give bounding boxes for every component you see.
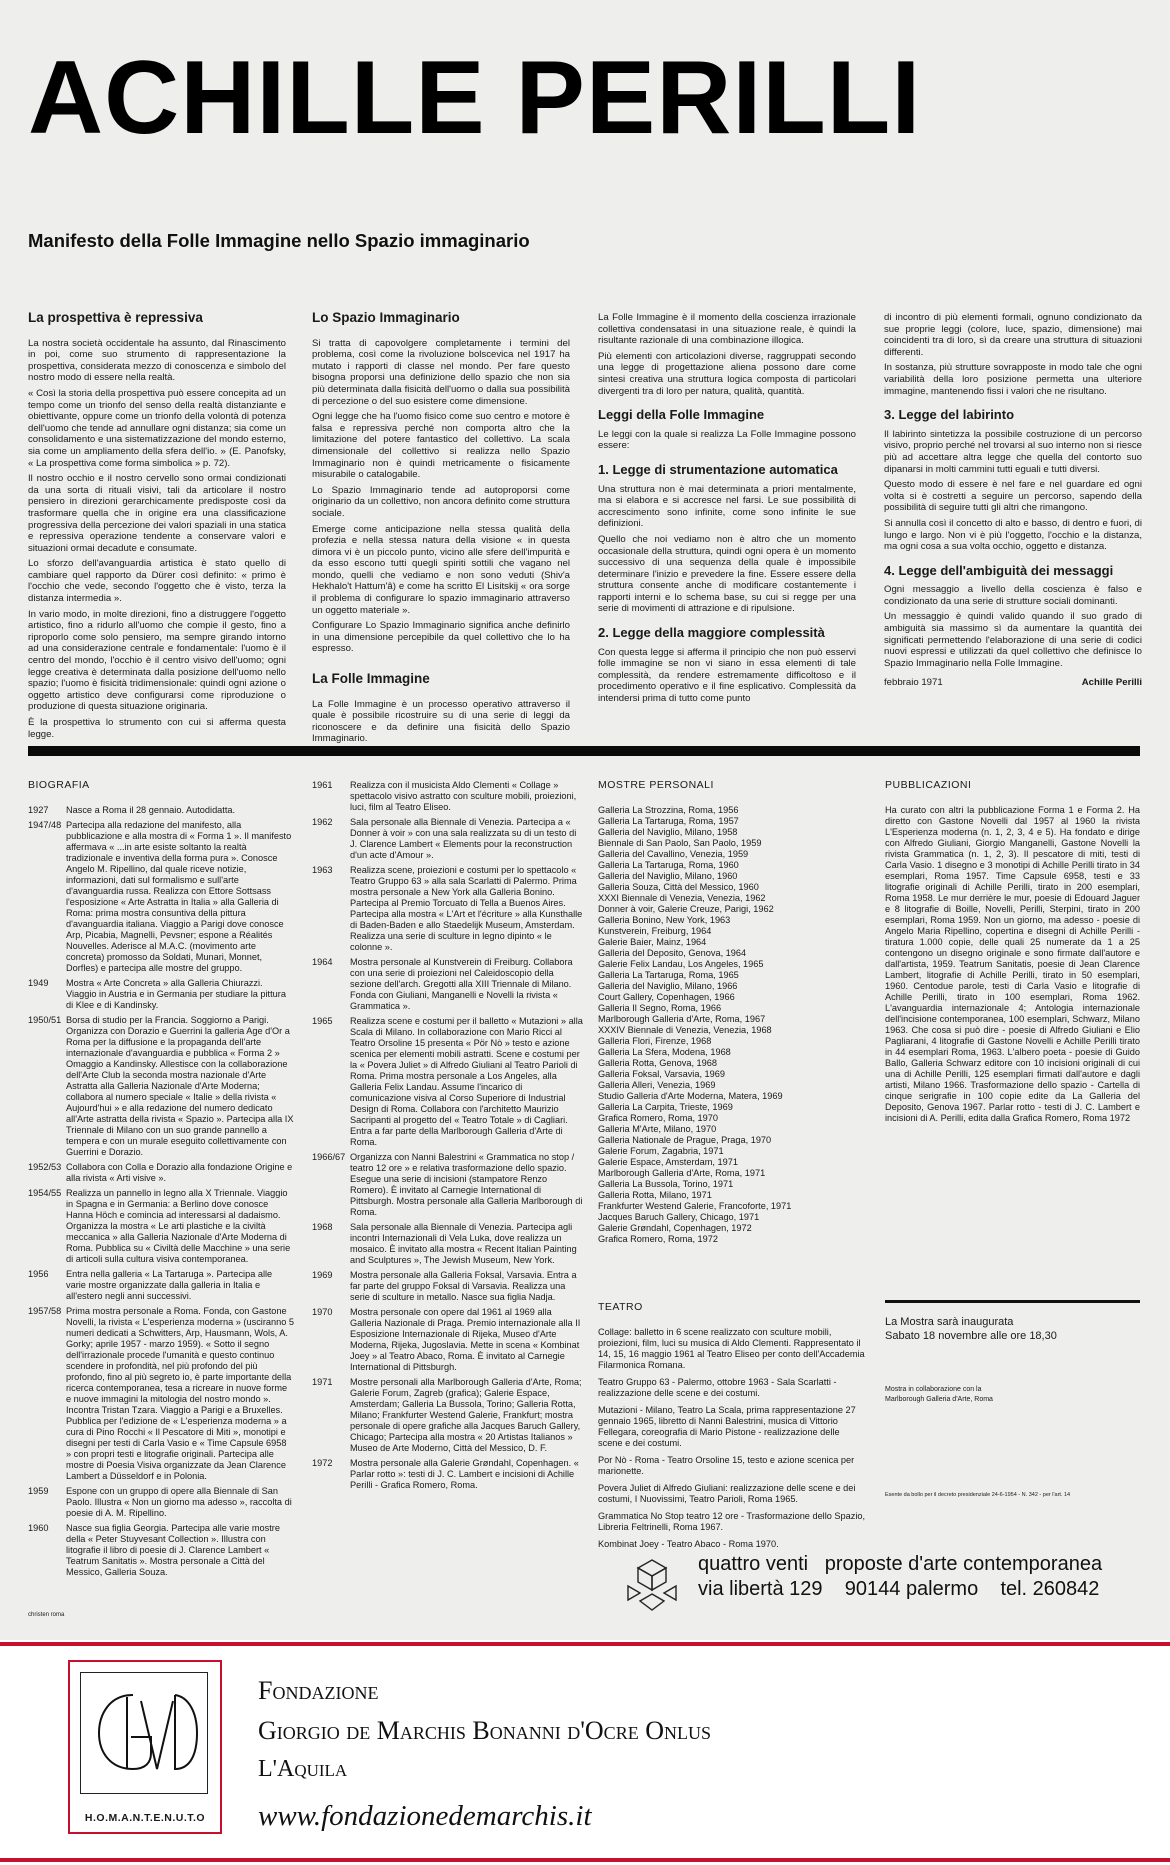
list-item: Marlborough Galleria d'Arte, Roma, 1971 (598, 1168, 766, 1178)
list-item: Galleria Rotta, Milano, 1971 (598, 1190, 712, 1200)
list-item: Galleria La Sfera, Modena, 1968 (598, 1047, 731, 1057)
list-item: Galleria del Naviglio, Milano, 1960 (598, 871, 738, 881)
section-heading: La prospettiva è repressiva (28, 310, 203, 325)
bio-entry: 1972 Mostra personale alla Galerie Grøndahl, Copenhagen. « Parlar rotto »: testi di J. C. Lambert e incisioni di Achille Perilli - Grafica Romero, Roma. (312, 1458, 579, 1490)
law-heading: 1. Legge di strumentazione automatica (598, 461, 838, 477)
list-item: Grafica Romero, Roma, 1970 (598, 1113, 718, 1123)
organizer-tagline: proposte d'arte contemporanea (824, 1553, 1103, 1575)
list-item: Galleria La Carpita, Trieste, 1969 (598, 1102, 733, 1112)
manifesto-column-4 (884, 312, 1142, 689)
divider-bar (28, 746, 1140, 756)
logo-caption: H.O.M.A.N.T.E.N.U.T.O (84, 1812, 206, 1824)
list-item: Galleria La Strozzina, Roma, 1956 (598, 805, 739, 815)
printer-credit: christen roma (28, 1612, 65, 1618)
paragraph: Ogni legge che ha l'uomo fisico come suo centro e motore è falsa e repressiva perché non comporta altro che la limitazione del potere fantastico del collettivo. La scala dimensionale del collettivo si realizza nello Spazio Immaginario non è quindi metricamente o fisicamente misurabile o catalogabile. (312, 411, 570, 481)
paragraph: Configurare Lo Spazio Immaginario significa anche definirlo in una dimensione percepibile da quel collettivo che lo ha espresso. (312, 620, 570, 655)
list-item: Por Nò - Roma - Teatro Orsoline 15, testo e azione scenica per marionette. (598, 1455, 855, 1476)
poster-title: ACHILLE PERILLI (28, 40, 922, 156)
section-heading: Leggi della Folle Immagine (598, 407, 765, 423)
bio-entry: 1963 Realizza scene, proiezioni e costumi per lo spettacolo « Teatro Gruppo 63 » alla sala Scarlatti di Palermo. Prima mostra personale a New York alla Galleria Bonino. Partecipa al Premio Torcuato di Tella a Buenos Aires. Partecipa alla mostra « L'Art et l'écriture » alla Kunsthalle di Baden-Baden e allo Staedelijk Museum, Amsterdam. Realizza una serie di sculture in legno dipinto « le colonne ». (312, 865, 583, 952)
bio-entry: 1956 Entra nella galleria « La Tartaruga ». Partecipa alle varie mostre organizzate dalla galleria in Italia e all'estero negli anni successivi. (28, 1269, 273, 1301)
list-item: Galerie Forum, Zagabria, 1971 (598, 1146, 724, 1156)
paragraph: La nostra società occidentale ha assunto, dal Rinascimento in poi, come suo strumento di rappresentazione la prospettiva, considerata mezzo di conoscenza e simbolo del nostro modo di essere nella realtà. (28, 337, 286, 384)
manifesto-column-3 (598, 312, 856, 709)
list-item: Court Gallery, Copenhagen, 1966 (598, 992, 735, 1002)
list-item: Galleria Rotta, Genova, 1968 (598, 1058, 717, 1068)
list-item: Galleria Il Segno, Roma, 1966 (598, 1003, 722, 1013)
fondazione-logo (68, 1660, 222, 1834)
list-item: Galleria La Tartaruga, Roma, 1957 (598, 816, 739, 826)
list-item: Galleria La Bussola, Torino, 1971 (598, 1179, 734, 1189)
list-item: Galleria Bonino, New York, 1963 (598, 915, 731, 925)
paragraph: Lo Spazio Immaginario tende ad autoproporsi come originario da un collettivo, non ancora definito come struttura sociale. (312, 484, 570, 519)
list-item: Galleria Foksal, Varsavia, 1969 (598, 1069, 725, 1079)
quattro-venti-logo-icon (622, 1556, 682, 1614)
organizer-line-1 (698, 1553, 1102, 1576)
manifesto-date: febbraio 1971 (884, 677, 943, 689)
bio-entry: 1957/58 Prima mostra personale a Roma. Fonda, con Gastone Novelli, la rivista « L'esperienza moderna » (usciranno 5 numeri dedicati a Schwitters, Arp, Hausmann, Wols, A. Gorky; aprile 1957 - marzo 1959). « Sotto il segno dell'irrazionale procede l'umanità e questo continuo scendere in profondità, nel più profondo del più profondo, fino al più segreto io, è parte importante della ricerca contemporanea, tesa a ricreare in nuove forme e nuove immagini la mitologia del nostro mondo ». Incontra Tristan Tzara. Viaggio a Parigi e a Bruxelles. Pubblica per l'edizione de « L'esperienza moderna » a cura di Pino Rocchi « Il Pescatore di Miti », monotipi e disegni per testi di Carla Vasio e « Time Capsule 6958 » con propri testi e litografie originali. Partecipa alle mostre di Poesia Visiva organizzate da Jean Clarence Lambert a Düsseldorf e in Polonia. (28, 1306, 294, 1481)
section-heading: PUBBLICAZIONI (885, 779, 972, 791)
paragraph: Quello che noi vediamo non è altro che un momento occasionale della struttura, quindi ogni opera è un momento successivo di una sequenza della quale è impossibile determinare l'inizio e prevedere la fine. Essere essere della struttura consente anche di modificare costantemente i rapporti interni e lo schema base, su cui si regge per una serie di movimenti di attrazione e di ripulsione. (598, 533, 856, 615)
paragraph: Il nostro occhio e il nostro cervello sono ormai condizionati da una sorta di rituali visivi, tali da articolare il nostro pensiero in direzioni gerarchicamente predisposte così da trasformare quella che in origine era una classificazione progressiva della percezione dei valori spaziali in una statica e repressiva operazione tendente a conservare valori e situazioni ormai decadute e consumate. (28, 473, 286, 554)
list-item: Kunstverein, Freiburg, 1964 (598, 926, 712, 936)
bio-entry: 1970 Mostra personale con opere dal 1961 al 1969 alla Galleria Nazionale di Praga. Premio internazionale alla II Esposizione Internazionale di Rijeka, Museo d'Arte Moderna, Rijeka, Jugoslavia. Mette in scena « Kombinat Joey » al Teatro Abaco, Roma. È invitato al Carnegie International di Pittsburgh. (312, 1307, 581, 1372)
opening-info (885, 1315, 1057, 1343)
paragraph: Si tratta di capovolgere completamente i termini del problema, così come la rivoluzione bolscevica nel 1917 ha mutato i rapporti di classe nel mondo. Per fare questo bisogna proporsi una definizione dello spazio che non sia più determinata dalla fisicità dell'uomo o dalla sua possibilità di percezione o del suo esistere come dimensione. (312, 337, 570, 407)
list-item: Galleria La Tartaruga, Roma, 1960 (598, 860, 739, 870)
opening-line: La Mostra sarà inaugurata (885, 1316, 1014, 1328)
list-item: Galerie Baier, Mainz, 1964 (598, 937, 707, 947)
footer-bottom-rule (0, 1858, 1170, 1862)
list-item: Galerie Grøndahl, Copenhagen, 1972 (598, 1223, 752, 1233)
organizer-line-2 (698, 1578, 1099, 1601)
paragraph: Emerge come anticipazione nella stessa qualità della profezia e nella stessa natura della visione « in questa dimora vi è un piccolo punto, vicino alle sfere dell'impurità e da esso escono tutti quegli spiriti sottili che vagano nel mondo, quelli che vediamo e non sono veduti (Shiv'a Hekhalo't Hattum'â) e come ha scritto El Lisitskij « ora sorge il problema di configurare lo spazio immaginario attraverso un oggetto materiale ». (312, 523, 570, 616)
fondazione-line-1: Fondazione (258, 1676, 379, 1705)
list-item: Galleria M'Arte, Milano, 1970 (598, 1124, 717, 1134)
law-heading: 2. Legge della maggiore complessità (598, 625, 825, 641)
list-item: Teatro Gruppo 63 - Palermo, ottobre 1963 - Sala Scarlatti - realizzazione delle scene e dei costumi. (598, 1377, 837, 1398)
paragraph: Questo modo di essere è nel fare e nel guardare ed ogni volta si è costretti a seguire un percorso, sapendo della possibilità di seguire tutti gli altri che rimangono. (884, 479, 1142, 514)
paragraph: Con questa legge si afferma il principio che non può esservi folle immagine se non vi siano in essa elementi di tale complessità, da rendere estremamente difficoltoso e il procedimento operativo e il fine esplicativo. Complessità da intendersi prima di tutto come punto (598, 646, 856, 705)
bio-entry: 1966/67 Organizza con Nanni Balestrini « Grammatica no stop / teatro 12 ore » e relativa trasformazione dello spazio. Esegue una serie di incisioni (stampatore Renzo Romero). È invitato al Carnegie International di Pittsburgh. Mostra personale alla Galleria Marlborough di Roma. (312, 1152, 583, 1217)
logo-frame (80, 1672, 208, 1794)
list-item: Galleria Alleri, Venezia, 1969 (598, 1080, 716, 1090)
paragraph: È la prospettiva lo strumento con cui si afferma questa legge. (28, 717, 286, 740)
biografia-column-1 (28, 780, 294, 1582)
pubblicazioni-text: Ha curato con altri la pubblicazione Forma 1 e Forma 2. Ha diretto con Gastone Novelli dal 1957 al 1960 la rivista L'Esperienza moderna (n. 1, 2, 3, 4 e 5). Ha fondato e dirige con Alfredo Giuliani, Giorgio Manganelli, Gastone Novelli la rivista Grammatica (n. 1, 2, 3). Il pescatore di miti, testi di Carla Vasio. 1 disegno e 3 monotipi di Achille Perilli tirato in 34 esemplari, Roma 1957. Time Capsule 6958, testi e 33 litografie originali di Achille Perilli, tirato in 200 esemplari, Roma 1958. Le mur derrière le mur, poesie di Edouard Jaguer e 8 litografie di Boille, Novelli, Perilli, Sterpini, tirato in 200 esemplari, Roma 1959. Non un giorno, ma adesso - poesie di Angelo Maria Ripellino, copertina e disegni di Achille Perilli - tiratura 1.000 copie, delle quali 25 numerate da 1 a 25 contengono un disegno originale e sono firmate dall'autore e dall'artista, 1959. Teatrum Sanitatis, poesie di Jean Clarence Lambert, litografie di Achille Perilli, tirato in 50 esemplari, 1960. Centodue parole, testi di Carla Vasio e litografie di Achille Perilli, tirato in 100 esemplari, Roma 1962. L'avanguardia internazionale 4; Antologia internazionale dell'incisione contemporanea, 100 esemplari, Schwarz, Milano 1963. Che cosa si può dire - poesie di Alfredo Giuliani e Elio Pagliarani, 4 litografie di Gastone Novelli e Achille Perilli tirato in 44 esemplari Roma, 1963. L'albero poeta - poesie di Guido Ballo, Galleria Schwarz editore con 10 incisioni originali di cui una di Achille Perilli, 125 esemplari firmati dall'autore e dagli artisti, Milano 1966. Trasformazione dello spazio - Cartella di cinque serigrafie in 100 copie edite da La Galleria del Deposito, Genova 1967. Parlar rotto - testi di J. C. Lambert e incisioni di A. Perilli, edita dalla Grafica Romero, Roma 1972 (885, 805, 1140, 1123)
list-item: Donner à voir, Galerie Creuze, Parigi, 1962 (598, 904, 774, 914)
paragraph: La Folle Immagine è un processo operativo attraverso il quale è possibile ricostruire su di una serie di leggi da riconoscere e da definire una fisicità dello Spazio Immaginario. (312, 698, 570, 745)
bio-entry: 1962 Sala personale alla Biennale di Venezia. Partecipa a « Donner à voir » con una sala realizzata su di un testo di J. Clarence Lambert « Elements pour la reconstruction d'un acte d'Amour ». (312, 817, 577, 860)
section-heading: BIOGRAFIA (28, 779, 90, 791)
paragraph: Il labirinto sintetizza la possibile costruzione di un percorso visivo, proprio perché nel trovarsi al suo interno non si riesce più ad accettare altra legge che quella del contorto suo dipanarsi in molti cammini tutti eguali e tutti diversi. (884, 428, 1142, 475)
bio-entry: 1968 Sala personale alla Biennale di Venezia. Partecipa agli incontri Internazionali di Vela Luka, dove realizza un mosaico. È invitato alla mostra « Recent Italian Painting and Sculptures », The Jewish Museum, New York. (312, 1222, 577, 1265)
bio-entry: 1959 Espone con un gruppo di opere alla Biennale di San Paolo. Illustra « Non un giorno ma adesso », raccolta di poesie di A. M. Ripellino. (28, 1486, 292, 1518)
bio-entry: 1971 Mostre personali alla Marlborough Galleria d'Arte, Roma; Galerie Forum, Zagreb (grafica); Galerie Espace, Amsterdam; Galleria La Bussola, Torino; Galleria Rotta, Milano; Frankfurter Westend Galerie, Frankfurt; mostra personale di opere grafiche alla Jacques Baruch Gallery, Chicago; Partecipa alla mostra « 20 Artistas Italianos » Museo de Arte Moderno, Città del Messico, D. F. (312, 1377, 582, 1453)
teatro-section (598, 1302, 866, 1556)
list-item: Galerie Espace, Amsterdam, 1971 (598, 1157, 738, 1167)
list-item: Studio Galleria d'Arte Moderna, Matera, 1969 (598, 1091, 783, 1101)
paragraph: di incontro di più elementi formali, ognuno condizionato da sue proprie leggi (colore, luce, spazio, dimensione) mai coincidenti tra di loro, sì da creare una struttura di situazioni differenti. (884, 312, 1142, 358)
list-item: Povera Juliet di Alfredo Giuliani: realizzazione delle scene e dei costumi, I Nuovissimi, Teatro Parioli, Roma 1965. (598, 1483, 856, 1504)
mostre-personali (598, 780, 866, 1245)
section-heading: La Folle Immagine (312, 671, 430, 687)
fondazione-website-link[interactable]: www.fondazionedemarchis.it (258, 1800, 592, 1832)
opening-date: Sabato 18 novembre alle ore 18,30 (885, 1330, 1057, 1342)
bio-entry: 1949 Mostra « Arte Concreta » alla Galleria Chiurazzi. Viaggio in Austria e in Germania per studiare la pittura di Klee e di Kandinsky. (28, 978, 286, 1010)
manifesto-column-2 (312, 312, 570, 749)
list-item: Frankfurter Westend Galerie, Francoforte, 1971 (598, 1201, 792, 1211)
section-heading: TEATRO (598, 1301, 643, 1313)
collab-gallery: Marlborough Galleria d'Arte, Roma (885, 1396, 993, 1403)
bio-entry: 1954/55 Realizza un pannello in legno alla X Triennale. Viaggio in Spagna e in Germania: a Berlino dove conosce Hanna Höch e comincia ad interessarsi al dadaismo. Organizza la mostra « Le arti plastiche e la civiltà meccanica » alla Galleria Nazionale d'Arte Moderna di Roma. Pubblica su « Civiltà delle Macchine » una serie di articoli sulla cultura visiva contemporanea. (28, 1188, 291, 1264)
list-item: Grafica Romero, Roma, 1972 (598, 1234, 718, 1244)
paragraph: Una struttura non è mai determinata a priori mentalmente, ma si elabora e si accresce nel farsi. Le sue possibilità di accrescimento sono infinite, come sono infinite le sue definizioni. (598, 483, 856, 530)
paragraph: Ogni messaggio a livello della coscienza è falso e condizionato da una serie di strutture sociali dominanti. (884, 584, 1142, 607)
divider (885, 1300, 1140, 1303)
paragraph: Le leggi con la quale si realizza La Folle Immagine possono essere: (598, 428, 856, 452)
paragraph: Un messaggio è quindi valido quando il suo grado di ambiguità sia massimo sì da aumentare la quantità dei significati permettendo l'elaborazione di una serie di codici nuovi espressi e utilizzati da quel collettivo che definisce lo Spazio Immaginario nella Folle Immagine. (884, 611, 1142, 669)
monogram-icon (81, 1673, 207, 1793)
list-item: Kombinat Joey - Teatro Abaco - Roma 1970. (598, 1539, 779, 1549)
list-item: Galleria Souza, Città del Messico, 1960 (598, 882, 759, 892)
list-item: Marlborough Galleria d'Arte, Roma, 1967 (598, 1014, 766, 1024)
collaboration-note (885, 1385, 993, 1405)
bio-entry: 1952/53 Collabora con Colla e Dorazio alla fondazione Origine e alla rivista « Arti visive ». (28, 1162, 293, 1183)
bio-entry: 1961 Realizza con il musicista Aldo Clementi « Collage » spettacolo visivo astratto con sculture mobili, proiezioni, luci, film al Teatro Eliseo. (312, 780, 577, 812)
list-item: XXXIV Biennale di Venezia, Venezia, 1968 (598, 1025, 772, 1035)
organizer-city: 90144 palermo (844, 1578, 979, 1600)
section-heading: Lo Spazio Immaginario (312, 310, 460, 325)
paragraph: La Folle Immagine è il momento della coscienza irrazionale collettiva condensatasi in una situazione reale, è quindi la risultante razionale di una combinazione illogica. (598, 312, 856, 347)
manifesto-column-1 (28, 312, 286, 744)
manifesto-signature: Achille Perilli (1081, 677, 1142, 689)
signature-row (884, 677, 1142, 689)
organizer-street: via libertà 129 (698, 1578, 823, 1600)
biografia-column-2 (312, 780, 584, 1495)
list-item: Grammatica No Stop teatro 12 ore - Trasformazione dello Spazio, Libreria Feltrinelli, Roma 1967. (598, 1511, 866, 1532)
list-item: Biennale di San Paolo, San Paolo, 1959 (598, 838, 762, 848)
poster-subtitle: Manifesto della Folle Immagine nello Spazio immaginario (28, 230, 530, 251)
organizer-name: quattro venti (698, 1553, 809, 1575)
fondazione-city: L'Aquila (258, 1756, 348, 1782)
list-item: Mutazioni - Milano, Teatro La Scala, prima rappresentazione 27 gennaio 1965, libretto di Nanni Balestrini, musica di Vittorio Fellegara, coreografia di Mario Pistone - realizzazione delle scene e dei costumi. (598, 1405, 856, 1448)
law-heading: 4. Legge dell'ambiguità dei messaggi (884, 562, 1114, 578)
list-item: Galleria del Deposito, Genova, 1964 (598, 948, 747, 958)
bio-entry: 1947/48 Partecipa alla redazione del manifesto, alla pubblicazione e alla mostra di « Forma 1 ». Il manifesto affermava « ...in arte esiste soltanto la realtà tradizionale e inventiva della forma pura ». Conosce Angelo M. Ripellino, dal quale riceve notizie, informazioni, dati sul formalismo e sull'arte d'avanguardia russa. Realizza con Ettore Sottsass l'esposizione « Arte Astratta in Italia » alla Galleria di Roma: prima mostra consuntiva della pittura d'avanguardia italiana. Viaggio a Parigi dove conosce Arp, Picabia, Magnelli, Pevsner; espone a Réalités Nouvelles. Aderisce al M.A.C. (movimento arte concreta) promosso da Soldati, Munari, Monnet, Dorfles) e partecipa alle mostre del gruppo. (28, 820, 292, 973)
paragraph: Lo sforzo dell'avanguardia artistica è stato quello di cambiare quel rapporto da Dürer così definito: « primo è l'occhio che vede, secondo l'oggetto che è visto, terza la distanza intermedia ». (28, 558, 286, 605)
list-item: Jacques Baruch Gallery, Chicago, 1971 (598, 1212, 760, 1222)
list-item: Galleria Flori, Firenze, 1968 (598, 1036, 712, 1046)
fondazione-name: Giorgio de Marchis Bonanni d'Ocre Onlus (258, 1716, 711, 1745)
bio-entry: 1969 Mostra personale alla Galleria Foksal, Varsavia. Entra a far parte del gruppo Foksal di Varsavia. Realizza una serie di sculture in metallo. Nasce sua figlia Nadja. (312, 1270, 577, 1302)
pubblicazioni-section (885, 780, 1140, 1124)
tax-stamp-note: Esente da bollo per il decreto presidenziale 24-6-1954 - N. 342 - per l'art. 14 (885, 1492, 1071, 1498)
list-item: XXXI Biennale di Venezia, Venezia, 1962 (598, 893, 766, 903)
list-item: Collage: balletto in 6 scene realizzato con sculture mobili, proiezioni, film, luci su musica di Aldo Clementi. Rappresentato il 14, 15, 16 maggio 1961 al Teatro Eliseo per conto dell'Accademia Filarmonica Romana. (598, 1327, 865, 1370)
bio-entry: 1964 Mostra personale al Kunstverein di Freiburg. Collabora con una serie di proiezioni nel Caleidoscopio della sezione dell'arch. Gregotti alla XIII Triennale di Milano. Fonda con Giuliani, Manganelli e Novelli la rivista « Grammatica ». (312, 957, 573, 1011)
bio-entry: 1950/51 Borsa di studio per la Francia. Soggiorno a Parigi. Organizza con Dorazio e Guerrini la galleria Age d'Or a Roma per la diffusione e la propaganda dell'arte internazionale d'avanguardia e pubblica « Forma 2 » Omaggio a Kandinsky. Allestisce con la collaborazione dell'Arte Club la seconda mostra nazionale d'Arte Astratta alla Galleria Nazionale d'Arte Moderna; collabora al numero speciale « Italie » della rivista « Aujourd'hui » e alla redazione del numero dedicato all'Arte astratta della rivista « Spazio ». Partecipa alla IX Triennale di Milano con un suo grande pannello a tempera e con un murale eseguito collettivamente con Guerrini e Dorazio. (28, 1015, 294, 1157)
paragraph: In sostanza, più strutture sovrapposte in modo tale che ogni variabilità della loro posizione permetta una ulteriore immagine, mantenendo fissi i valori che ne risultano. (884, 362, 1142, 397)
list-item: Galleria del Naviglio, Milano, 1958 (598, 827, 738, 837)
paragraph: Si annulla così il concetto di alto e basso, di dentro e fuori, di lungo e largo. Non vi è più l'oggetto, l'occhio e la distanza, ma ogni cosa a sua volta occhio, oggetto e distanza. (884, 517, 1142, 553)
bio-entry: 1965 Realizza scene e costumi per il balletto « Mutazioni » alla Scala di Milano. In collaborazione con Mario Ricci al Teatro Orsoline 15 presenta « Pör Nò » testo e azione scenica per elementi mobili astratti. Scene e costumi per la « Povera Juliet » di Alfredo Giuliani al Teatro Parioli di Roma. Prima mostra personale a Los Angeles, alla Galleria Felix Landau. Assume l'incarico di comunicazione visiva al Corso Superiore di Industrial Design di Roma. Collabora con l'architetto Maurizio Sacripanti al progetto del « Teatro Totale » di Cagliari. Entra a far parte della Marlborough Galleria d'Arte di Roma. (312, 1016, 583, 1147)
list-item: Galleria del Cavallino, Venezia, 1959 (598, 849, 749, 859)
section-heading: MOSTRE PERSONALI (598, 779, 714, 791)
list-item: Galerie Felix Landau, Los Angeles, 1965 (598, 959, 764, 969)
collab-line: Mostra in collaborazione con la (885, 1386, 982, 1393)
paragraph: In vario modo, in molte direzioni, fino a distruggere l'oggetto artistico, fino a ridurlo all'uomo che compie il gesto, fino a riproporlo come solo pensiero, ma sempre girando intorno ad una considerazione centrale e fondamentale: l'uomo è il centro del mondo, l'occhio è il centro visivo dell'uomo; ogni legge creativa è determinata dalla posizione dell'uomo nello spazio; l'uomo è fisicità tridimensionale: quindi ogni azione o oggetto artistico deve configurarsi come riproduzione o produzione di questa situazione originaria. (28, 608, 286, 713)
bio-entry: 1927 Nasce a Roma il 28 gennaio. Autodidatta. (28, 805, 236, 815)
footer-top-rule (0, 1642, 1170, 1646)
paragraph: Più elementi con articolazioni diverse, raggruppati secondo una legge di progettazione aliena possono dare come sintesi creativa una struttura logica composta di particolari divergenti tra di loro per natura, qualità, quantità. (598, 350, 856, 397)
bio-entry: 1960 Nasce sua figlia Georgia. Partecipa alle varie mostre della « Peter Stuyvesant Collection ». Illustra con litografie il libro di poesie di J. Clarence Lambert « Teatrum Sanitatis ». Mostra personale a Città del Messico, Galleria Souza. (28, 1523, 280, 1577)
list-item: Galleria Nationale de Prague, Praga, 1970 (598, 1135, 772, 1145)
paragraph: « Così la storia della prospettiva può essere concepita ad un tempo come un trionfo del senso della realtà distanziante e obiettivante, oppure come un trionfo della volontà di potenza dell'uomo che tende ad annullare ogni distanza; sia come un consolidamento e una sistematizzazione del mondo esterno, sia come un ampliamento della sfera dell'io. » (E. Panofsky, « La prospettiva come forma simbolica » p. 72). (28, 387, 286, 469)
organizer-phone: tel. 260842 (1000, 1578, 1100, 1600)
list-item: Galleria La Tartaruga, Roma, 1965 (598, 970, 739, 980)
list-item: Galleria del Naviglio, Milano, 1966 (598, 981, 738, 991)
law-heading: 3. Legge del labirinto (884, 407, 1015, 423)
